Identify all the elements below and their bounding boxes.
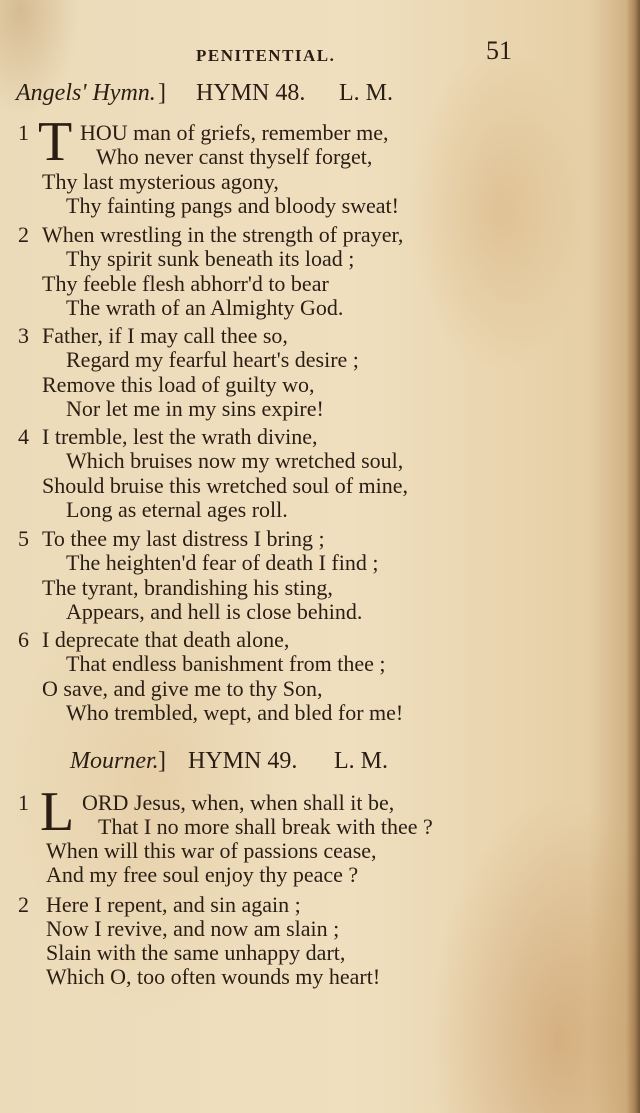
verse-line: Father, if I may call thee so, <box>42 323 288 348</box>
verse-line: Who trembled, wept, and bled for me! <box>66 700 404 725</box>
verse-line: Nor let me in my sins expire! <box>66 396 324 421</box>
stanza-number: 1 <box>18 790 29 815</box>
hymn-49-heading <box>0 748 640 782</box>
verse-line: ORD Jesus, when, when shall it be, <box>82 790 395 815</box>
verse-line: I deprecate that death alone, <box>42 627 290 652</box>
page-number: 51 <box>486 36 512 65</box>
tune-name: Mourner. <box>70 748 159 774</box>
verse-line: When wrestling in the strength of prayer, <box>42 222 404 247</box>
drop-cap: T <box>38 111 73 173</box>
verse-line: Here I repent, and sin again ; <box>46 892 301 917</box>
verse-line: The heighten'd fear of death I find ; <box>66 550 379 575</box>
verse-line: Thy fainting pangs and bloody sweat! <box>66 193 399 218</box>
verse-line: Appears, and hell is close behind. <box>66 599 363 624</box>
hymn-meter: L. M. <box>334 748 388 774</box>
running-head: PENITENTIAL. <box>196 46 336 65</box>
verse-line: Regard my fearful heart's desire ; <box>66 347 359 372</box>
verse-line: Should bruise this wretched soul of mine, <box>42 473 409 498</box>
verse-line: O save, and give me to thy Son, <box>42 676 323 701</box>
tune-bracket: ] <box>158 748 166 774</box>
verse-line: Thy last mysterious agony, <box>42 169 279 194</box>
verse-line: The wrath of an Almighty God. <box>66 295 344 320</box>
verse-line: Who never canst thyself forget, <box>96 144 373 169</box>
verse-line: I tremble, lest the wrath divine, <box>42 424 318 449</box>
verse-line: When will this war of passions cease, <box>46 838 377 863</box>
stanza-number: 3 <box>18 323 29 348</box>
stanza-number: 1 <box>18 120 29 145</box>
tune-bracket: ] <box>158 80 166 106</box>
verse-line: That endless banishment from thee ; <box>66 651 386 676</box>
hymn-meter: L. M. <box>339 80 393 106</box>
drop-cap: L <box>40 781 75 843</box>
page-edge-shadow <box>626 0 640 1113</box>
page-header <box>0 36 640 76</box>
verse-line: And my free soul enjoy thy peace ? <box>46 862 359 887</box>
stanza-number: 4 <box>18 424 29 449</box>
hymn-number: HYMN 49. <box>188 748 298 774</box>
verse-line: Slain with the same unhappy dart, <box>46 940 346 965</box>
verse-line: Thy spirit sunk beneath its load ; <box>66 246 355 271</box>
hymn-number: HYMN 48. <box>196 80 306 106</box>
verse-line: Which O, too often wounds my heart! <box>46 964 381 989</box>
stanza-number: 2 <box>18 892 29 917</box>
hymn-48-heading <box>0 80 640 114</box>
verse-line: Long as eternal ages roll. <box>66 497 288 522</box>
tune-name: Angels' Hymn. <box>16 80 156 106</box>
verse-line: Thy feeble flesh abhorr'd to bear <box>42 271 329 296</box>
verse-line: That I no more shall break with thee ? <box>98 814 433 839</box>
verse-line: Remove this load of guilty wo, <box>42 372 315 397</box>
stanza-number: 5 <box>18 526 29 551</box>
verse-line: Which bruises now my wretched soul, <box>66 448 404 473</box>
verse-line: To thee my last distress I bring ; <box>42 526 325 551</box>
verse-line: HOU man of griefs, remember me, <box>80 120 389 145</box>
stanza-number: 2 <box>18 222 29 247</box>
verse-line: Now I revive, and now am slain ; <box>46 916 340 941</box>
verse-line: The tyrant, brandishing his sting, <box>42 575 333 600</box>
stanza-number: 6 <box>18 627 29 652</box>
